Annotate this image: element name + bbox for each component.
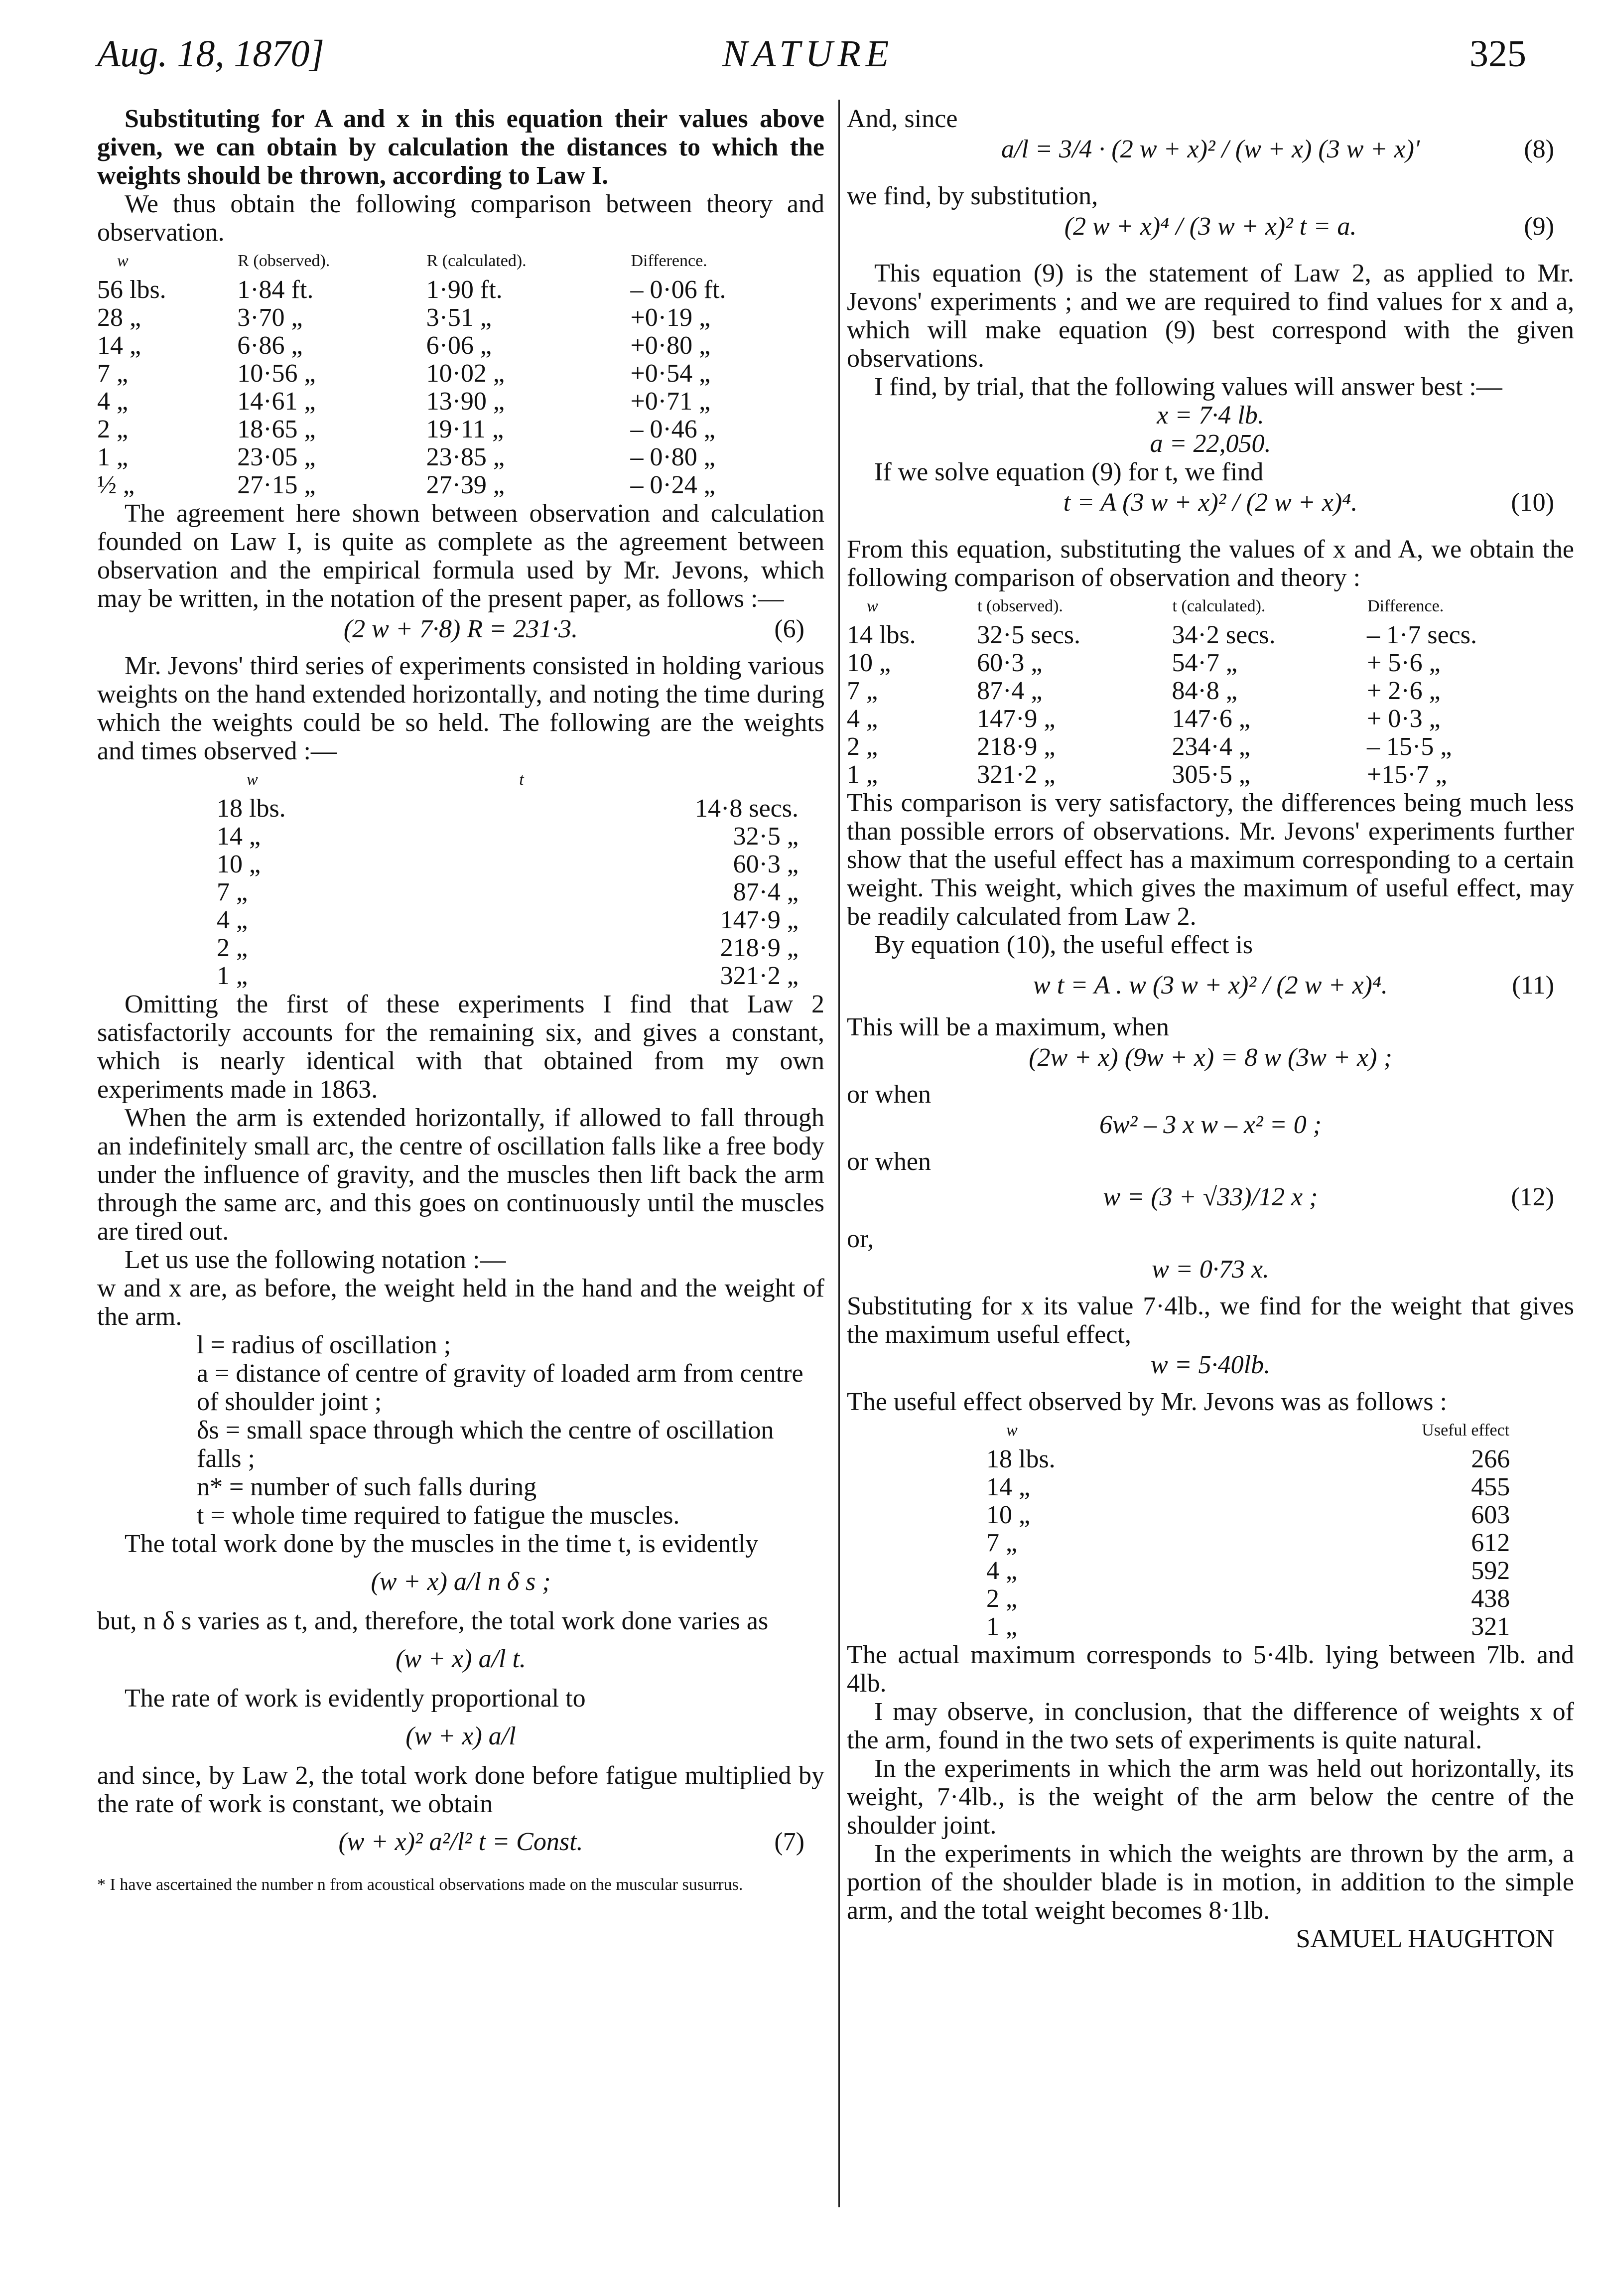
table-cell: – 15·5 „: [1367, 732, 1452, 761]
table-cell: 3·70 „: [237, 303, 303, 332]
table-header-cell: t (observed).: [977, 597, 1063, 615]
equation-body: 6w² – 3 x w – x² = 0 ;: [1099, 1111, 1322, 1139]
table-row: [97, 443, 824, 471]
table-cell: 7 „: [986, 1529, 1018, 1557]
value-a: a = 22,050.: [1150, 430, 1271, 458]
paragraph: Mr. Jevons' third series of experiments consisted in holding various weights on the hand extended horizontally, and noting the time during which the weights could be so held. The following are the weights and times observed :—: [97, 652, 824, 765]
paragraph: In the experiments in which the arm was held out horizontally, its weight, 7·4lb., is the weight of the arm below the centre of the shoulder joint.: [847, 1754, 1574, 1840]
table-header-cell: Difference.: [631, 252, 707, 270]
paragraph: we find, by substitution,: [847, 182, 1098, 210]
table-header-cell: Useful effect: [1422, 1421, 1510, 1439]
equation-body: (2 w + x)⁴ / (3 w + x)² t = a.: [1064, 212, 1357, 241]
paragraph: In the experiments in which the weights are thrown by the arm, a portion of the shoulder blade is in motion, in addition to the simple arm, and the total weight becomes 8·1lb.: [847, 1840, 1574, 1925]
equation: [97, 1637, 824, 1682]
table-cell: 455: [1471, 1473, 1510, 1501]
equation: [97, 1560, 824, 1605]
paragraph: The agreement here shown between observation and calculation founded on Law I, is quite as complete as the agreement between observation and the empirical formula used by Mr. Jevons, which may be written, in the notation of the present paper, as follows :—: [97, 499, 824, 613]
equation: [97, 1715, 824, 1759]
equation: [847, 1043, 1574, 1078]
notation-item: a = distance of centre of gravity of loaded arm from centre of shoulder joint ;: [197, 1359, 803, 1416]
equation-6: [97, 615, 824, 650]
table-cell: 7 „: [217, 878, 248, 906]
page-header: [0, 27, 1599, 87]
table-cell: 87·4 „: [977, 677, 1043, 705]
table-cell: 10·02 „: [426, 359, 505, 388]
table-cell: + 2·6 „: [1367, 677, 1441, 705]
table-cell: 56 lbs.: [97, 276, 166, 304]
paragraph: By equation (10), the useful effect is: [874, 931, 1253, 959]
equation: [847, 1111, 1574, 1146]
table-cell: 19·11 „: [426, 415, 504, 443]
table-cell: 23·05 „: [237, 443, 316, 471]
paragraph: Substituting for A and x in this equation their values above given, we can obtain by calculation the distances to which the weights should be thrown, according to Law I.: [97, 105, 824, 190]
table-hold-times: [217, 765, 799, 990]
table-cell: 32·5 secs.: [977, 621, 1081, 649]
paragraph: The useful effect observed by Mr. Jevons was as follows :: [847, 1388, 1447, 1416]
table-throw-distance: [97, 247, 824, 499]
table-cell: +0·19 „: [630, 303, 711, 332]
equation-body: (w + x)² a²/l² t = Const.: [338, 1828, 583, 1856]
table-cell: 321·2 „: [977, 760, 1056, 789]
equation-9: [847, 212, 1574, 257]
table-cell: 1 „: [986, 1612, 1018, 1641]
table-row: [986, 1501, 1510, 1529]
table-cell: + 5·6 „: [1367, 649, 1441, 677]
table-row: [217, 851, 799, 878]
paragraph: The actual maximum corresponds to 5·4lb. lying between 7lb. and 4lb.: [847, 1641, 1574, 1698]
notation-list: [107, 1331, 824, 1530]
equation-number: (6): [774, 615, 804, 643]
table-header-cell: w: [1006, 1421, 1018, 1439]
table-cell: +0·54 „: [630, 359, 711, 388]
table-cell: 84·8 „: [1172, 677, 1237, 705]
journal-title: NATURE: [722, 33, 894, 75]
table-row: [97, 388, 824, 416]
equation-number: (12): [1511, 1183, 1554, 1211]
equation-number: (7): [774, 1828, 804, 1856]
table-row: [217, 934, 799, 962]
table-row: [217, 823, 799, 851]
table-cell: 1 „: [97, 443, 129, 471]
paragraph: and since, by Law 2, the total work done before fatigue multiplied by the rate of work is constant, we obtain: [97, 1761, 824, 1818]
table-row: [217, 962, 799, 990]
table-cell: 18 lbs.: [986, 1445, 1056, 1473]
table-cell: 1 „: [847, 760, 878, 789]
table-cell: – 0·24 „: [630, 471, 715, 499]
table-cell: 10 „: [986, 1501, 1031, 1529]
table-cell: 218·9 „: [977, 732, 1056, 761]
table-header-cell: w: [117, 252, 129, 270]
table-cell: 14 „: [97, 331, 141, 360]
table-row: [97, 360, 824, 388]
table-cell: – 1·7 secs.: [1367, 621, 1477, 649]
paragraph: The rate of work is evidently proportional to: [125, 1684, 586, 1713]
table-cell: 87·4 „: [733, 878, 799, 906]
equation-number: (9): [1524, 212, 1554, 241]
table-cell: 321: [1471, 1612, 1510, 1641]
table-time-comparison: [847, 592, 1574, 789]
table-cell: 4 „: [986, 1557, 1018, 1585]
table-cell: 147·9 „: [720, 906, 799, 934]
table-row: [847, 677, 1574, 705]
table-cell: 14 lbs.: [847, 621, 916, 649]
table-cell: 60·3 „: [977, 649, 1043, 677]
paragraph: We thus obtain the following comparison between theory and observation.: [97, 190, 824, 247]
table-cell: 27·15 „: [237, 471, 316, 499]
table-header-cell: t (calculated).: [1172, 597, 1266, 615]
table-row: [217, 795, 799, 823]
table-header-row: [847, 592, 1574, 621]
equation-body: (w + x) a/l t.: [396, 1645, 526, 1673]
table-cell: 28 „: [97, 303, 141, 332]
table-cell: 4 „: [97, 387, 129, 416]
equation-body: (2 w + 7·8) R = 231·3.: [343, 615, 578, 643]
table-cell: 23·85 „: [426, 443, 505, 471]
table-cell: 14·8 secs.: [695, 794, 799, 823]
table-cell: 6·86 „: [237, 331, 303, 360]
table-cell: 603: [1471, 1501, 1510, 1529]
table-header-cell: w: [867, 597, 878, 615]
table-row: [847, 649, 1574, 677]
table-row: [847, 733, 1574, 761]
table-cell: + 0·3 „: [1367, 705, 1441, 733]
table-cell: 7 „: [847, 677, 878, 705]
table-cell: 438: [1471, 1584, 1510, 1613]
paragraph: From this equation, substituting the values of x and A, we obtain the following comparison of observation and theory :: [847, 535, 1574, 592]
paragraph: This will be a maximum, when: [847, 1013, 1170, 1041]
author-signature: SAMUEL HAUGHTON: [1296, 1925, 1554, 1953]
table-cell: +0·71 „: [630, 387, 711, 416]
table-cell: ½ „: [97, 471, 135, 499]
table-row: [986, 1529, 1510, 1557]
table-cell: 1·90 ft.: [426, 276, 503, 304]
table-row: [97, 332, 824, 360]
table-cell: 14 „: [217, 822, 261, 851]
issue-date: Aug. 18, 1870]: [97, 33, 324, 75]
equation-body: w = 5·40lb.: [1150, 1351, 1271, 1379]
table-header-row: [217, 765, 799, 795]
paragraph: or,: [847, 1225, 874, 1253]
table-cell: 13·90 „: [426, 387, 505, 416]
table-cell: 7 „: [97, 359, 129, 388]
table-row: [986, 1473, 1510, 1501]
table-cell: 10 „: [217, 850, 261, 878]
table-cell: – 0·06 ft.: [630, 276, 726, 304]
table-cell: 27·39 „: [426, 471, 505, 499]
equation-body: a/l = 3/4 · (2 w + x)² / (w + x) (3 w + x)': [1001, 135, 1420, 163]
paragraph: I find, by trial, that the following values will answer best :—: [874, 373, 1502, 401]
table-cell: 60·3 „: [733, 850, 799, 878]
equation-body: (w + x) a/l n δ s ;: [371, 1568, 551, 1596]
table-cell: 14 „: [986, 1473, 1031, 1501]
table-row: [217, 906, 799, 934]
equation-body: (w + x) a/l: [405, 1722, 516, 1750]
table-cell: 2 „: [847, 732, 878, 761]
table-row: [986, 1445, 1510, 1473]
table-cell: 2 „: [986, 1584, 1018, 1613]
table-row: [986, 1585, 1510, 1613]
table-cell: 305·5 „: [1172, 760, 1250, 789]
table-cell: 4 „: [847, 705, 878, 733]
table-cell: 10 „: [847, 649, 891, 677]
page-number: 325: [1469, 33, 1526, 75]
equation-number: (10): [1511, 488, 1554, 517]
table-header-cell: R (observed).: [238, 252, 330, 270]
notation-item: t = whole time required to fatigue the muscles.: [197, 1501, 680, 1530]
equation-body: w = 0·73 x.: [1152, 1255, 1269, 1284]
table-row: [847, 761, 1574, 789]
left-column: [97, 105, 824, 1895]
table-cell: +15·7 „: [1367, 760, 1447, 789]
table-cell: 2 „: [217, 934, 248, 962]
paragraph: This equation (9) is the statement of Law 2, as applied to Mr. Jevons' experiments ; and we are required to find values for x and a, which will make equation (9) best correspond with the given observations.: [847, 259, 1574, 373]
notation-item: δs = small space through which the centre of oscillation falls ;: [197, 1416, 774, 1473]
table-header-cell: t: [519, 770, 524, 789]
notation-item: l = radius of oscillation ;: [197, 1331, 451, 1359]
equation-7: [97, 1820, 824, 1865]
paragraph: When the arm is extended horizontally, if allowed to fall through an indefinitely small arc, the centre of oscillation falls like a free body under the influence of gravity, and the muscles then lift back the arm through the same arc, and this goes on continuously until the muscles are tired out.: [97, 1104, 824, 1246]
table-cell: 14·61 „: [237, 387, 316, 416]
table-cell: 592: [1471, 1557, 1510, 1585]
table-cell: 3·51 „: [426, 303, 492, 332]
table-cell: 54·7 „: [1172, 649, 1237, 677]
equation-8: [847, 135, 1574, 180]
paragraph: Substituting for x its value 7·4lb., we find for the weight that gives the maximum useful effect,: [847, 1292, 1574, 1349]
table-cell: 218·9 „: [720, 934, 799, 962]
table-row: [97, 416, 824, 443]
right-column: [847, 105, 1574, 1953]
table-cell: 10·56 „: [237, 359, 316, 388]
table-header-cell: Difference.: [1367, 597, 1444, 615]
table-row: [847, 705, 1574, 733]
table-row: [847, 621, 1574, 649]
table-useful-effect: [986, 1416, 1510, 1641]
table-cell: +0·80 „: [630, 331, 711, 360]
equation-body: (2w + x) (9w + x) = 8 w (3w + x) ;: [1029, 1043, 1392, 1072]
table-cell: – 0·46 „: [630, 415, 715, 443]
equation-number: (8): [1524, 135, 1554, 163]
table-cell: 234·4 „: [1172, 732, 1250, 761]
table-cell: 147·6 „: [1172, 705, 1250, 733]
table-header-row: [986, 1416, 1510, 1445]
paragraph: w and x are, as before, the weight held in the hand and the weight of the arm.: [97, 1274, 824, 1331]
table-row: [97, 276, 824, 304]
notation-item: n* = number of such falls during: [197, 1473, 537, 1501]
table-cell: 18·65 „: [237, 415, 316, 443]
equation-number: (11): [1512, 971, 1554, 1000]
equation-11: [847, 961, 1574, 1011]
table-cell: 612: [1471, 1529, 1510, 1557]
table-cell: 34·2 secs.: [1172, 621, 1276, 649]
table-cell: 32·5 „: [733, 822, 799, 851]
table-cell: 18 lbs.: [217, 794, 286, 823]
table-cell: 2 „: [97, 415, 129, 443]
equation-body: w t = A . w (3 w + x)² / (2 w + x)⁴.: [1033, 971, 1388, 1000]
equation-10: [847, 488, 1574, 533]
equation-body: w = (3 + √33)/12 x ;: [1103, 1183, 1318, 1211]
paragraph: This comparison is very satisfactory, the differences being much less than possible errors of observations. Mr. Jevons' experiments further show that the useful effect has a maximum corresponding to a certain weight. This weight, which gives the maximum of useful effect, may be readily calculated from Law 2.: [847, 789, 1574, 931]
paragraph: but, n δ s varies as t, and, therefore, the total work done varies as: [97, 1607, 769, 1635]
footnote: * I have ascertained the number n from acoustical observations made on the muscular susurrus.: [97, 1875, 743, 1894]
paragraph: Omitting the first of these experiments I find that Law 2 satisfactorily accounts for the remaining six, and gives a constant, which is nearly identical with that obtained from my own experiments made in 1863.: [97, 990, 824, 1104]
table-header-row: [97, 247, 824, 276]
table-cell: 147·9 „: [977, 705, 1056, 733]
equation: [847, 1255, 1574, 1290]
paragraph: or when: [847, 1148, 931, 1176]
equation-12: [847, 1178, 1574, 1223]
value-x: x = 7·4 lb.: [1157, 401, 1264, 430]
paragraph: The total work done by the muscles in the time t, is evidently: [125, 1530, 759, 1558]
equation-body: t = A (3 w + x)² / (2 w + x)⁴.: [1063, 488, 1358, 517]
table-cell: 266: [1471, 1445, 1510, 1473]
table-cell: 6·06 „: [426, 331, 492, 360]
table-header-cell: R (calculated).: [426, 252, 527, 270]
paragraph: If we solve equation (9) for t, we find: [874, 458, 1264, 486]
column-divider: [838, 100, 840, 2207]
table-cell: 321·2 „: [720, 962, 799, 990]
table-cell: 4 „: [217, 906, 248, 934]
table-row: [986, 1613, 1510, 1641]
paragraph: Let us use the following notation :—: [125, 1246, 506, 1274]
table-row: [217, 878, 799, 906]
table-cell: 1 „: [217, 962, 248, 990]
table-row: [97, 304, 824, 332]
table-row: [986, 1557, 1510, 1585]
equation: [847, 1351, 1574, 1386]
paragraph: or when: [847, 1080, 931, 1109]
table-cell: – 0·80 „: [630, 443, 715, 471]
table-row: [97, 471, 824, 499]
table-header-cell: w: [247, 770, 258, 789]
paragraph: I may observe, in conclusion, that the difference of weights x of the arm, found in the two sets of experiments is quite natural.: [847, 1698, 1574, 1754]
paragraph: And, since: [847, 105, 958, 133]
table-cell: 1·84 ft.: [237, 276, 314, 304]
